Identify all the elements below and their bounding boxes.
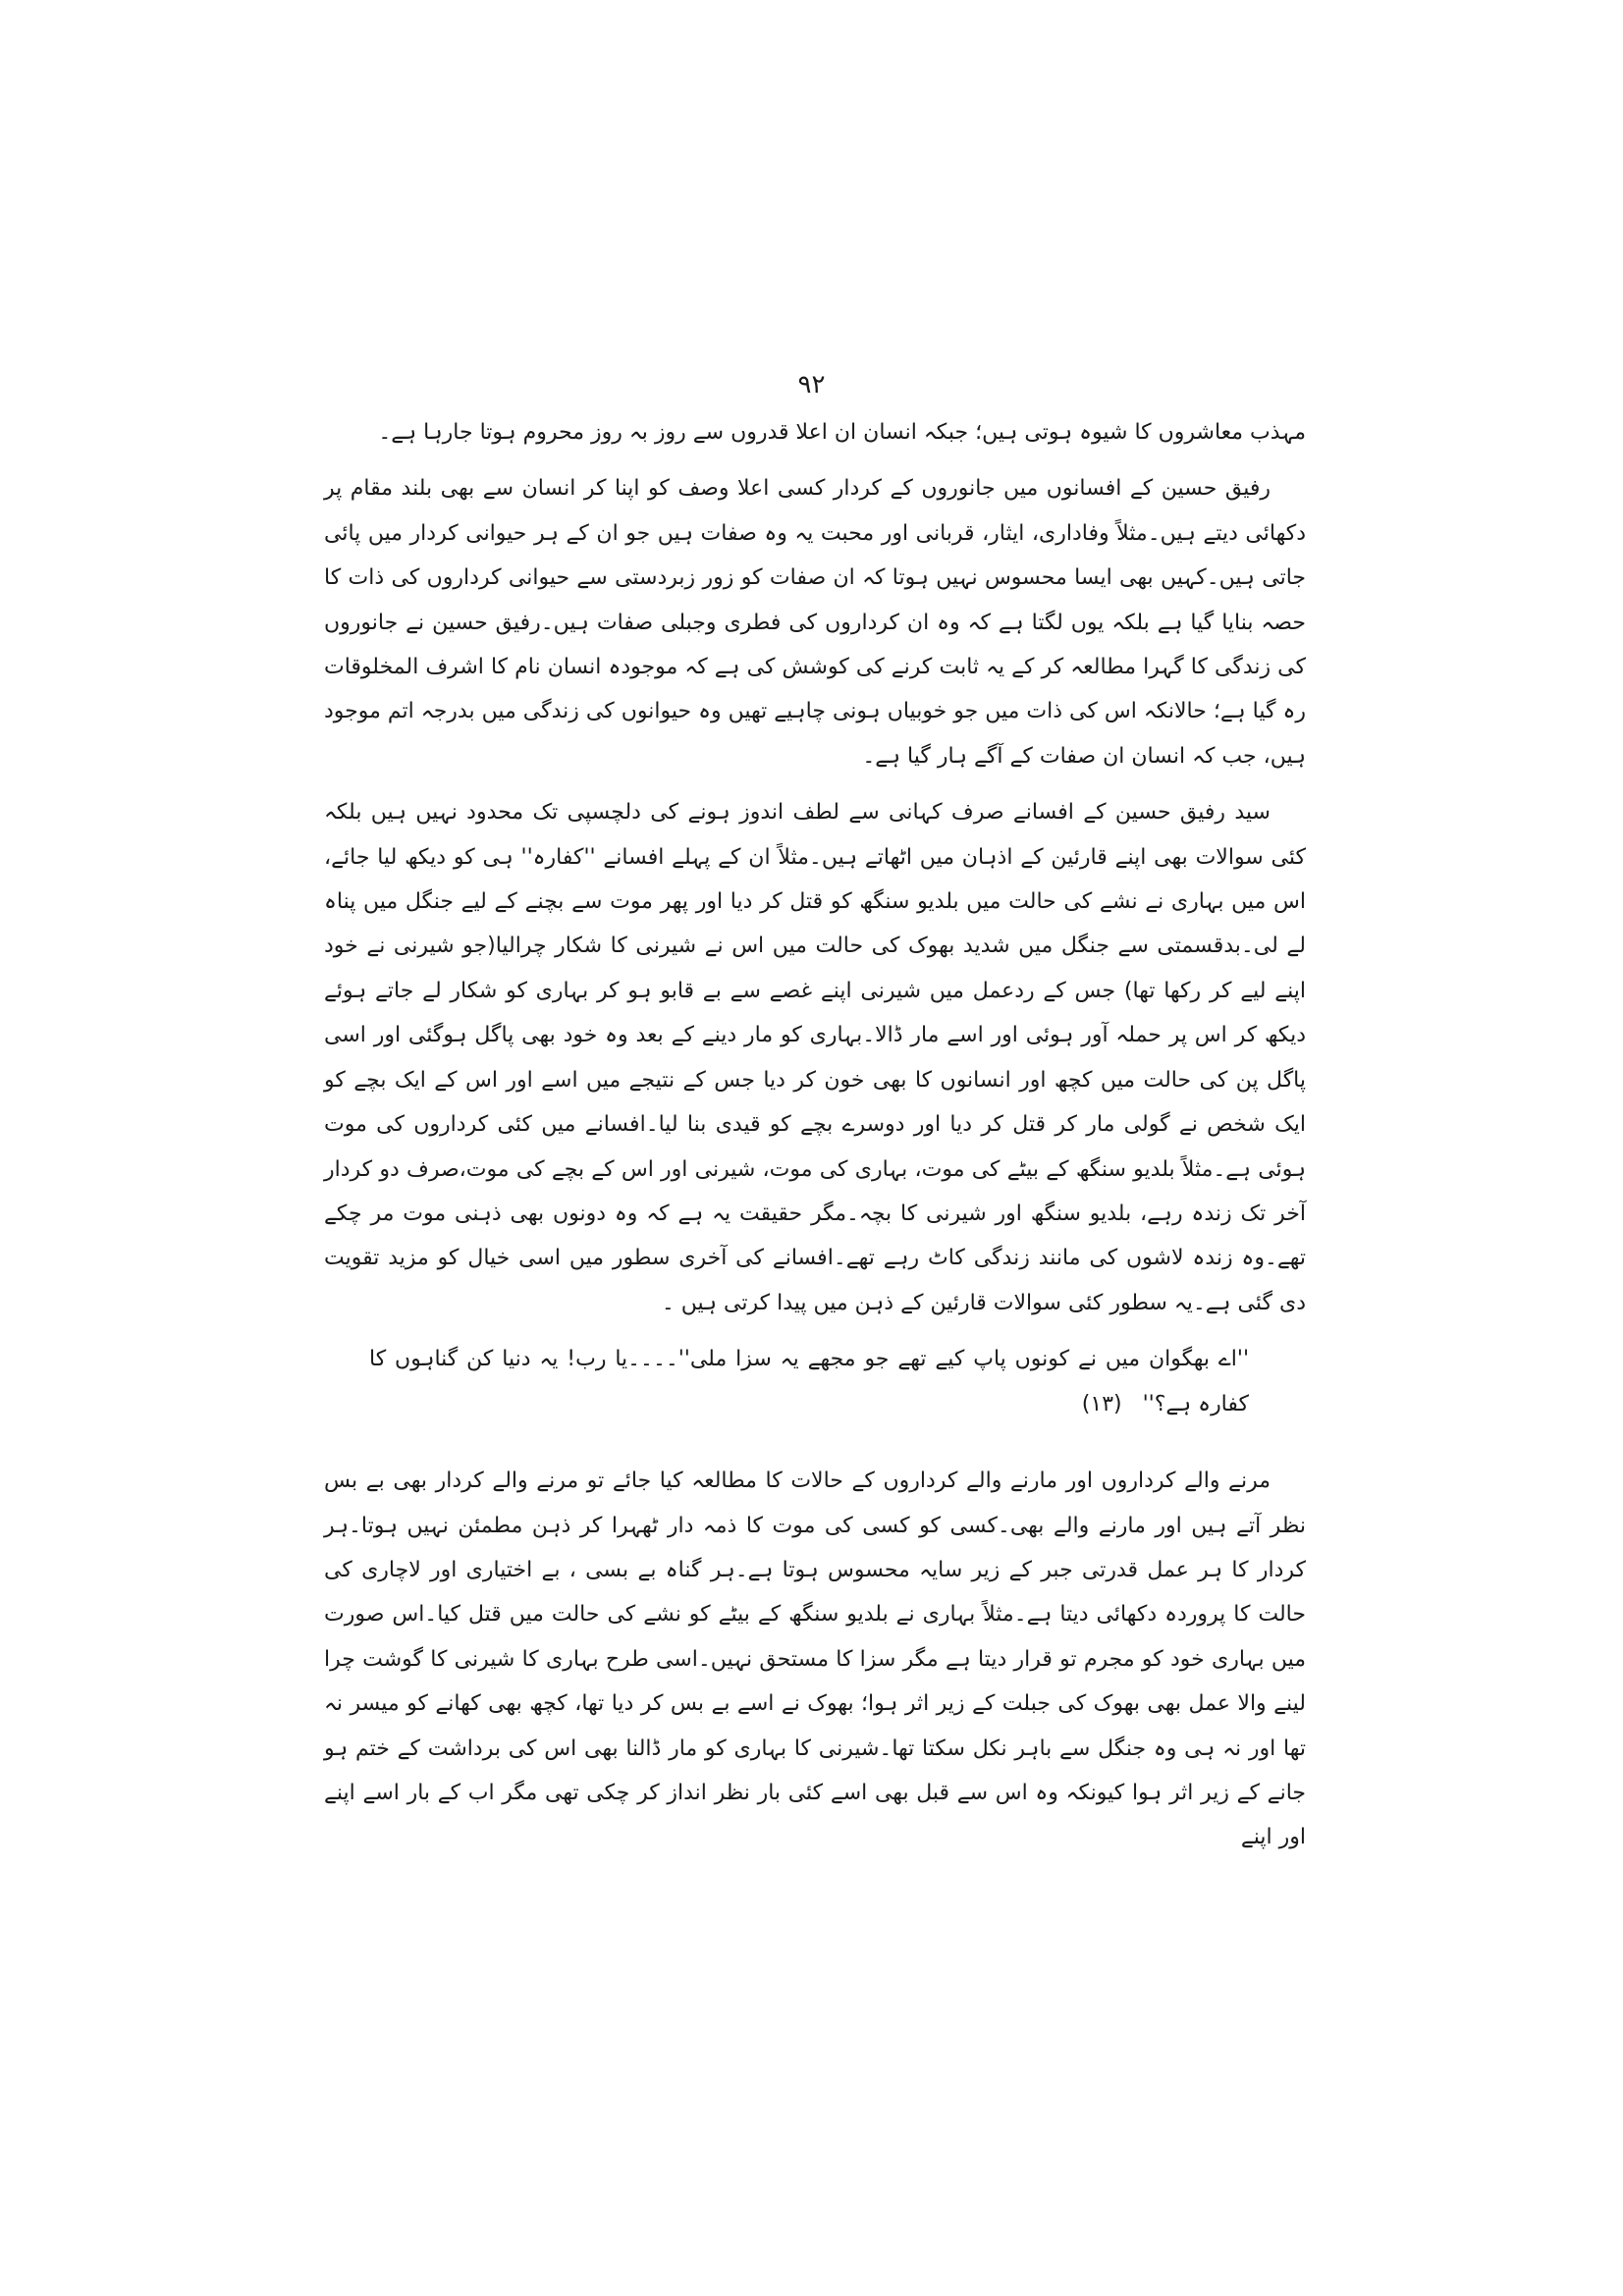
- body-text: [324, 410, 1306, 1872]
- quote-text: ''اے بھگوان میں نے کونوں پاپ کیے تھے جو مجھے یہ سزا ملی''۔۔۔۔یا رب! یہ دنیا کن گناہوں کا کفارہ ہے؟'': [369, 1347, 1249, 1417]
- page-number: ۹۲: [797, 370, 826, 400]
- paragraph-animal-characters: رفیق حسین کے افسانوں میں جانوروں کے کردار کسی اعلا وصف کو اپنا کر انسان سے بھی بلند مقام پر دکھائی دیتے ہیں۔مثلاً وفاداری، ایثار، قربانی اور محبت یہ وہ صفات ہیں جو ان کے ہر حیوانی کردار میں پائی جاتی ہیں۔کہیں بھی ایسا محسوس نہیں ہوتا کہ ان صفات کو زور زبردستی سے حیوانی کرداروں کی ذات کا حصہ بنایا گیا ہے بلکہ یوں لگتا ہے کہ وہ ان کرداروں کی فطری وجبلی صفات ہیں۔رفیق حسین نے جانوروں کی زندگی کا گہرا مطالعہ کر کے یہ ثابت کرنے کی کوشش کی ہے کہ موجودہ انسان نام کا اشرف المخلوقات رہ گیا ہے؛ حالانکہ اس کی ذات میں جو خوبیاں ہونی چاہیے تھیں وہ حیوانوں کی زندگی میں بدرجہ اتم موجود ہیں، جب کہ انسان ان صفات کے آگے ہار گیا ہے۔: [324, 476, 1306, 769]
- footnote-reference: (۱۳): [1081, 1392, 1122, 1417]
- block-quote: [369, 1337, 1249, 1427]
- paragraph-intro: مہذب معاشروں کا شیوہ ہوتی ہیں؛ جبکہ انسان ان اعلا قدروں سے روز بہ روز محروم ہوتا جارہا ہے۔: [378, 420, 1306, 445]
- paragraph-closing: مرنے والے کرداروں اور مارنے والے کرداروں کے حالات کا مطالعہ کیا جائے تو مرنے والے کردار بھی بے بس نظر آتے ہیں اور مارنے والے بھی۔کسی کو کسی کی موت کا ذمہ دار ٹھہرا کر ذہن مطمئن نہیں ہوتا۔ہر کردار کا ہر عمل قدرتی جبر کے زیر سایہ محسوس ہوتا ہے۔ہر گناہ بے بسی ، بے اختیاری اور لاچاری کی حالت کا پروردہ دکھائی دیتا ہے۔مثلاً بہاری نے بلدیو سنگھ کے بیٹے کو نشے کی حالت میں قتل کیا۔اس صورت میں بہاری خود کو مجرم تو قرار دیتا ہے مگر سزا کا مستحق نہیں۔اسی طرح بہاری کا شیرنی کا گوشت چرا لینے والا عمل بھی بھوک کی جبلت کے زیر اثر ہوا؛ بھوک نے اسے بے بس کر دیا تھا، کچھ بھی کھانے کو میسر نہ تھا اور نہ ہی وہ جنگل سے باہر نکل سکتا تھا۔شیرنی کا بہاری کو مار ڈالنا بھی اس کی برداشت کے ختم ہو جانے کے زیر اثر ہوا کیونکہ وہ اس سے قبل بھی اسے کئی بار نظر انداز کر چکی تھی مگر اب کے بار اسے اپنے اور اپنے: [324, 1468, 1307, 1850]
- paragraph-kaffara-story: سید رفیق حسین کے افسانے صرف کہانی سے لطف اندوز ہونے کی دلچسپی تک محدود نہیں ہیں بلکہ کئی سوالات بھی اپنے قارئین کے اذہان میں اٹھاتے ہیں۔مثلاً ان کے پہلے افسانے ''کفارہ'' ہی کو دیکھ لیا جائے، اس میں بہاری نے نشے کی حالت میں بلدیو سنگھ کو قتل کر دیا اور پھر موت سے بچنے کے لیے جنگل میں پناہ لے لی۔بدقسمتی سے جنگل میں شدید بھوک کی حالت میں اس نے شیرنی کا شکار چرالیا(جو شیرنی نے خود اپنے لیے کر رکھا تھا) جس کے ردعمل میں شیرنی اپنے غصے سے بے قابو ہو کر بہاری کو شکار لے جاتے ہوئے دیکھ کر اس پر حملہ آور ہوئی اور اسے مار ڈالا۔بہاری کو مار دینے کے بعد وہ خود بھی پاگل ہوگئی اور اسی پاگل پن کی حالت میں کچھ اور انسانوں کا بھی خون کر دیا جس کے نتیجے میں اسے اور اس کے ایک بچے کو ایک شخص نے گولی مار کر قتل کر دیا اور دوسرے بچے کو قیدی بنا لیا۔افسانے میں کئی کرداروں کی موت ہوئی ہے۔مثلاً بلدیو سنگھ کے بیٹے کی موت، بہاری کی موت، شیرنی اور اس کے بچے کی موت،صرف دو کردار آخر تک زندہ رہے، بلدیو سنگھ اور شیرنی کا بچہ۔مگر حقیقت یہ ہے کہ وہ دونوں بھی ذہنی موت مر چکے تھے۔وہ زندہ لاشوں کی مانند زندگی کاٹ رہے تھے۔افسانے کی آخری سطور میں اسی خیال کو مزید تقویت دی گئی ہے۔یہ سطور کئی سوالات قارئین کے ذہن میں پیدا کرتی ہیں ۔: [324, 800, 1306, 1315]
